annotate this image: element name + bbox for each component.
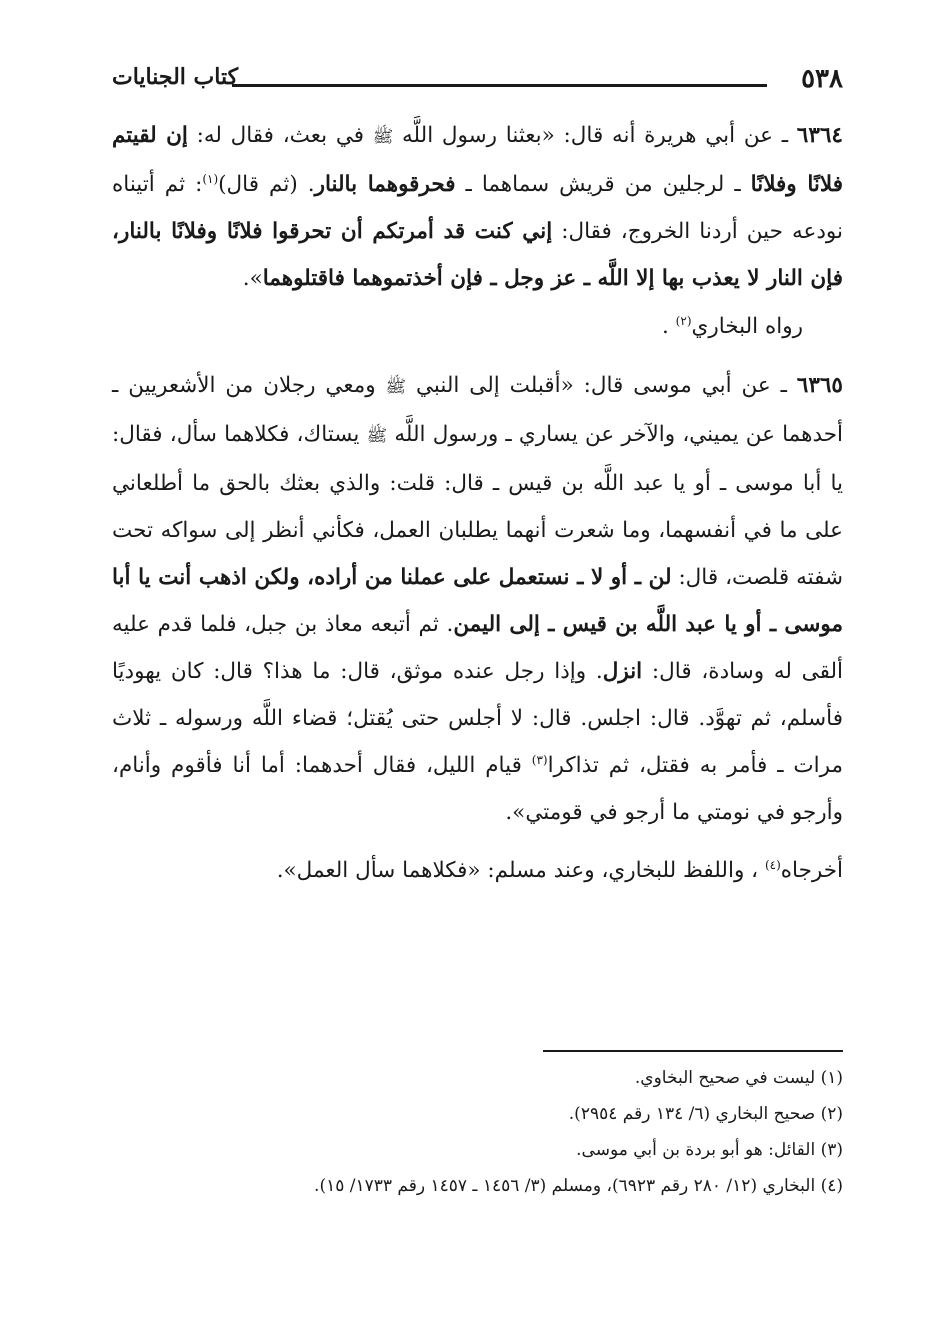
salutation-glyph: ﷺ [385,377,407,397]
spacer [112,352,843,362]
hadith-6364 [112,112,843,302]
hadith-6365 [112,362,843,836]
footnotes [112,1060,843,1204]
hadith-number: ٦٣٦٥ [796,373,843,398]
takhrij-text: ، واللفظ للبخاري، وعند مسلم: «فكلاهما سأل العمل». [276,858,765,883]
running-title: كتاب الجنايات [112,64,239,90]
hadith-text: ومعي رجلان من الأشعريين ـ أحدهما عن يميني، والآخر عن يساري ـ ورسول اللَّه [112,373,844,447]
footnote: (٢) صحيح البخاري (٦/ ١٣٤ رقم ٢٩٥٤). [568,1104,843,1124]
hadith-bold-text: فحرقوهما بالنار [314,172,456,197]
salutation-glyph: ﷺ [366,426,388,446]
takhrij-text: أخرجاه [780,858,843,883]
hadith-text: ـ عن أبي موسى قال: «أقبلت إلى النبي [406,373,797,398]
hadith-text: قيام الليل، فقال أحدهما: أما أنا فأقوم وأنام، وأرجو في نومتي ما أرجو في قومتي». [112,753,843,825]
source-text: . [662,314,676,339]
hadith-bold-text: إني كنت قد أمرتكم أن تحرقوا فلانًا وفلانًا بالنار، فإن النار لا يعذب بها إلا اللَّه ـ عز وجل ـ فإن أخذتموهما فاقتلوهما [112,219,843,291]
hadith-text: يستاك، فكلاهما سأل، فقال: يا أبا موسى ـ أو يا عبد اللَّه بن قيس ـ قال: قلت: والذي بعثك بالحق ما أطلعاني على ما في أنفسهما، وما شعرت أنهما يطلبان العمل، فكأني أنظر إلى سواكه تحت شفته قلصت، قال: [112,422,843,590]
page-header [112,62,843,102]
hadith-text: ـ عن أبي هريرة أنه قال: «بعثنا رسول اللَّه [393,123,797,148]
page-body [112,112,843,896]
hadith-source [112,302,843,352]
hadith-bold-text: انزل [602,659,643,684]
hadith-text: في بعث، فقال له: [187,123,373,148]
hadith-number: ٦٣٦٤ [796,123,843,148]
footnote-rule [543,1050,843,1052]
hadith-text: : ثم أتيناه نودعه حين أردنا الخروج، فقال: [112,172,843,244]
hadith-text: ـ لرجلين من قريش سماهما ـ [455,172,751,197]
source-text: رواه البخاري [691,314,803,339]
hadith-text: . وإذا رجل عنده موثق، قال: ما هذا؟ قال: كان يهوديًا فأسلم، ثم تهوَّد. قال: اجلس. قال: لا أجلس حتى يُقتل؛ قضاء اللَّه ورسوله ـ ثلاث مرات ـ فأمر به فقتل، ثم تذاكرا [112,659,843,778]
header-rule [232,84,767,87]
hadith-text: . ثم أتبعه معاذ بن جبل، فلما قدم عليه ألقى له وسادة، قال: [112,612,843,684]
footnote: (٣) القائل: هو أبو بردة بن أبي موسى. [576,1140,843,1160]
footnote: (٤) البخاري (١٢/ ٢٨٠ رقم ٦٩٢٣)، ومسلم (٣/ ١٤٥٦ ـ ١٤٥٧ رقم ١٧٣٣/ ١٥). [314,1176,843,1196]
salutation-glyph: ﷺ [372,127,394,147]
page-number: ٥٣٨ [801,64,843,94]
footnote-ref: (٢) [675,313,692,328]
footnote-ref: (١) [202,171,219,186]
footnote-ref: (٣) [531,752,548,767]
hadith-text: ». [242,266,263,291]
hadith-bold-text: إن لقيتم فلانًا وفلانًا [112,123,843,197]
hadith-bold-text: لن ـ أو لا ـ نستعمل على عملنا من أراده، ولكن اذهب أنت يا أبا موسى ـ أو يا عبد اللَّه بن قيس ـ إلى اليمن [112,565,843,637]
footnote: (١) ليست في صحيح البخاوي. [634,1068,843,1088]
hadith-text: . (ثم قال) [218,172,315,197]
footnote-ref: (٤) [764,857,781,872]
hadith-takhrij [112,846,843,896]
spacer [112,836,843,846]
